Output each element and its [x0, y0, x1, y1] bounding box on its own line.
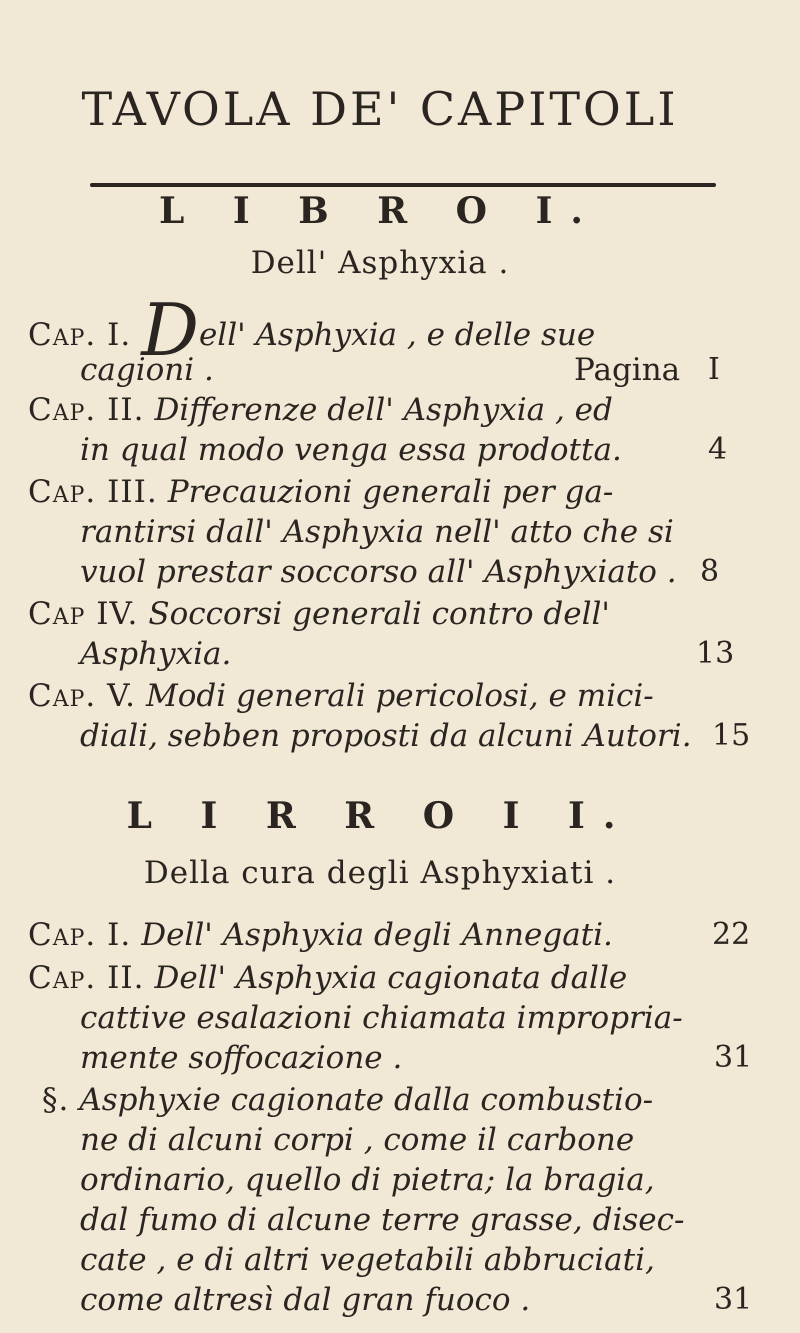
drop-cap: D: [141, 288, 199, 372]
pagina-label: Pagina: [574, 352, 681, 388]
chapter-label: Cap. II.: [28, 960, 145, 996]
page-number: 31: [714, 1282, 753, 1317]
entry-text-line: mente soffocazione .: [80, 1040, 403, 1076]
chapter-label: Cap. II.: [28, 392, 145, 428]
entry-text-line: in qual modo venga essa prodotta.: [80, 432, 622, 468]
book-1-heading: L I B R O I.: [159, 190, 601, 232]
page-number: 22: [712, 917, 751, 952]
chapter-label: Cap. III.: [28, 474, 158, 510]
entry-text-line: Differenze dell' Asphyxia , ed: [154, 392, 613, 428]
toc-entry-b1-c2[interactable]: [28, 390, 613, 430]
toc-entry-b2-c2[interactable]: [28, 958, 627, 998]
toc-entry-b2-c1[interactable]: [28, 915, 613, 955]
toc-entry-b1-c5[interactable]: [28, 676, 654, 716]
entry-text-line: ell' Asphyxia , e delle sue: [198, 317, 596, 353]
entry-text-line: Precauzioni generali per ga-: [167, 474, 614, 510]
entry-text-line: Asphyxia.: [80, 636, 232, 672]
toc-entry-b2-section[interactable]: [42, 1080, 653, 1120]
entry-text-line: Asphyxie cagionate dalla combustio-: [79, 1082, 654, 1118]
entry-text-line: cagioni .: [80, 352, 214, 388]
entry-text-line: dal fumo di alcune terre grasse, disec-: [80, 1202, 685, 1238]
book-2-subtitle: Della cura degli Asphyxiati .: [143, 855, 617, 891]
page-number: I: [708, 352, 720, 387]
entry-text-line: ordinario, quello di pietra; la bragia,: [80, 1162, 655, 1198]
title-rule: [90, 183, 716, 187]
page-number: 4: [708, 432, 728, 467]
entry-text-line: rantirsi dall' Asphyxia nell' atto che si: [80, 514, 674, 550]
toc-entry-b1-c3[interactable]: [28, 472, 613, 512]
chapter-label: Cap. I.: [28, 917, 132, 953]
page-number: 13: [696, 636, 735, 671]
book-2-heading: L I R R O I I.: [126, 795, 634, 837]
section-mark: §.: [42, 1082, 70, 1118]
page-number: 8: [700, 554, 720, 589]
page-number: 15: [712, 718, 751, 753]
page-title: TAVOLA DE' CAPITOLI: [81, 82, 679, 136]
entry-text-line: Dell' Asphyxia degli Annegati.: [141, 917, 613, 953]
entry-text-line: come altresì dal gran fuoco .: [80, 1282, 531, 1318]
book-1-subtitle: Dell' Asphyxia .: [250, 245, 510, 281]
entry-text-line: cate , e di altri vegetabili abbruciati,: [80, 1242, 655, 1278]
entry-text-line: Dell' Asphyxia cagionata dalle: [154, 960, 628, 996]
chapter-label: Cap IV.: [28, 596, 139, 632]
entry-text-line: Soccorsi generali contro dell': [148, 596, 610, 632]
chapter-label: Cap. I.: [28, 317, 132, 353]
toc-entry-b1-c4[interactable]: [28, 594, 610, 634]
entry-text-line: vuol prestar soccorso all' Asphyxiato .: [80, 554, 677, 590]
entry-text-line: diali, sebben proposti da alcuni Autori.: [80, 718, 692, 754]
page-number: 31: [714, 1040, 753, 1075]
entry-text-line: ne di alcuni corpi , come il carbone: [80, 1122, 635, 1158]
entry-text-line: Modi generali pericolosi, e mici-: [145, 678, 654, 714]
entry-text-line: cattive esalazioni chiamata impropria-: [80, 1000, 683, 1036]
chapter-label: Cap. V.: [28, 678, 136, 714]
